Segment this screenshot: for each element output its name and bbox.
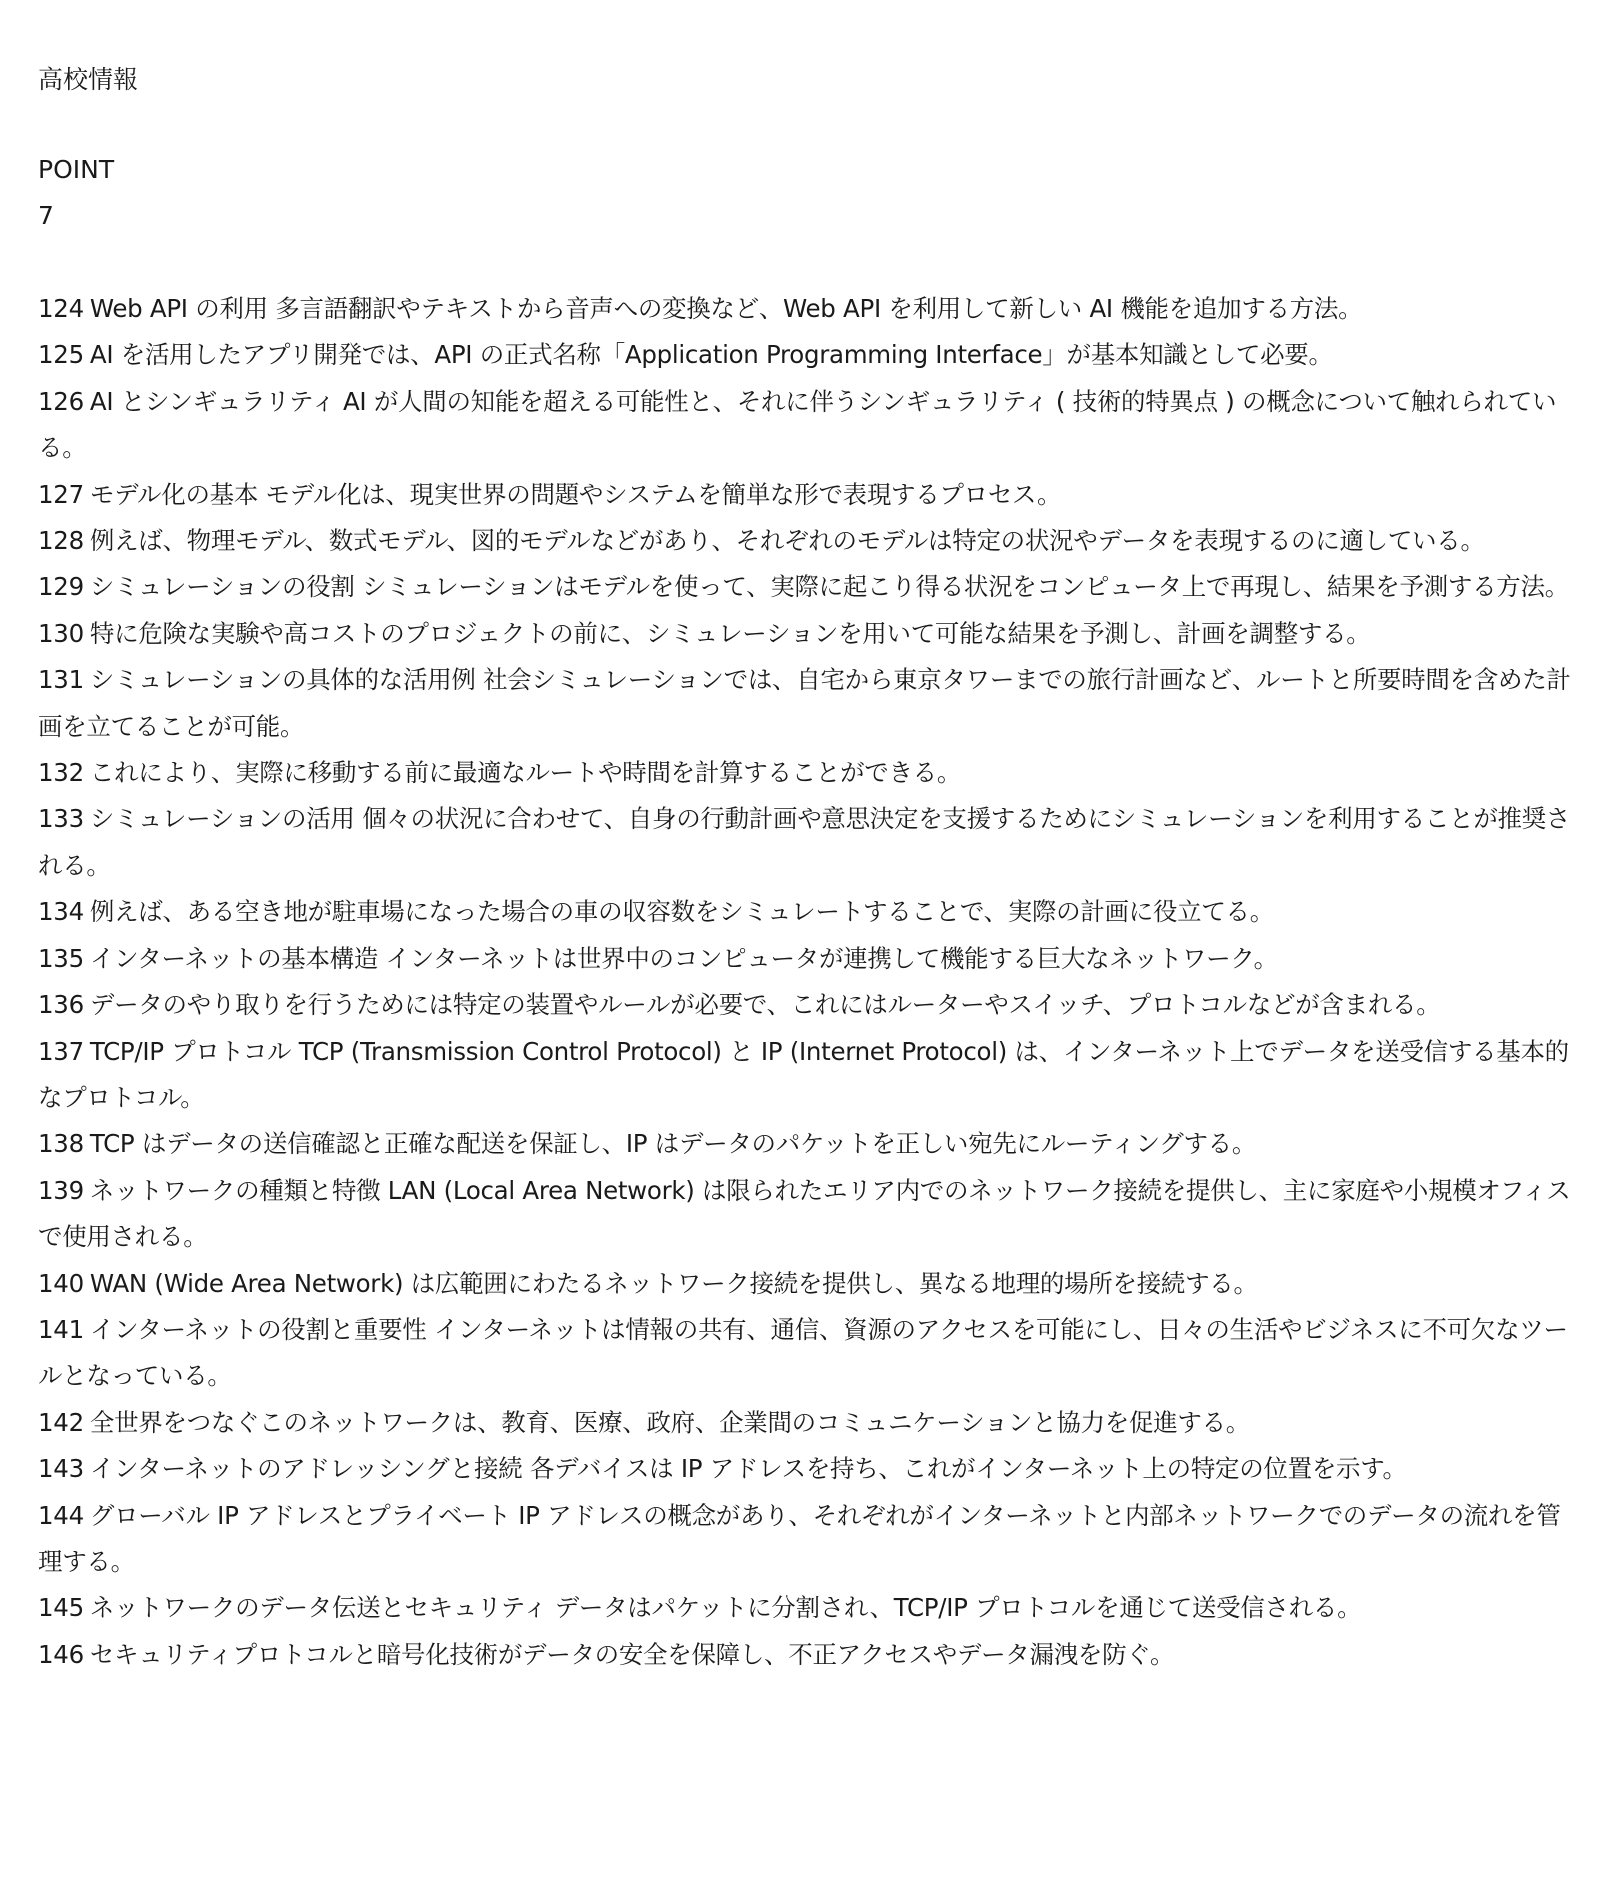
item-text: モデル化の基本 モデル化は、現実世界の問題やシステムを簡単な形で表現するプロセス。 bbox=[89, 479, 1062, 509]
item-number: 129 bbox=[38, 572, 84, 602]
item-text: インターネットの役割と重要性 インターネットは情報の共有、通信、資源のアクセスを可能にし、日々の生活やビジネスに不可欠なツールとなっている。 bbox=[38, 1314, 1568, 1391]
item-number: 125 bbox=[38, 340, 84, 370]
point-number: 7 bbox=[38, 201, 54, 230]
point-list bbox=[38, 286, 1578, 1678]
item-text: セキュリティプロトコルと暗号化技術がデータの安全を保障し、不正アクセスやデータ漏洩を防ぐ。 bbox=[89, 1639, 1175, 1669]
item-text: TCP/IP プロトコル TCP (Transmission Control Protocol) と IP (Internet Protocol) は、インターネット上でデータを送受信する基本的なプロトコル。 bbox=[38, 1036, 1569, 1112]
subject-title: 高校情報 bbox=[38, 65, 139, 94]
item-number: 139 bbox=[38, 1175, 84, 1205]
item-text: 例えば、ある空き地が駐車場になった場合の車の収容数をシミュレートすることで、実際の計画に役立てる。 bbox=[89, 897, 1274, 927]
item-number: 140 bbox=[38, 1268, 84, 1298]
item-number: 146 bbox=[38, 1639, 84, 1669]
item-text: 全世界をつなぐこのネットワークは、教育、医療、政府、企業間のコミュニケーションと協力を促進する。 bbox=[89, 1407, 1251, 1437]
item-text: AI とシンギュラリティ AI が人間の知能を超える可能性と、それに伴うシンギュラリティ ( 技術的特異点 ) の概念について触れられている。 bbox=[38, 386, 1557, 463]
item-text: AI を活用したアプリ開発では、API の正式名称「Application Programming Interface」が基本知識として必要。 bbox=[89, 340, 1333, 370]
list-item bbox=[38, 332, 1578, 378]
item-number: 133 bbox=[38, 804, 84, 834]
item-text: Web API の利用 多言語翻訳やテキストから音声への変換など、Web API を利用して新しい AI 機能を追加する方法。 bbox=[89, 294, 1363, 323]
item-number: 135 bbox=[38, 943, 84, 973]
item-text: シミュレーションの具体的な活用例 社会シミュレーションでは、自宅から東京タワーまでの旅行計画など、ルートと所要時間を含めた計画を立てることが可能。 bbox=[38, 665, 1571, 741]
item-number: 138 bbox=[38, 1129, 84, 1159]
item-text: WAN (Wide Area Network) は広範囲にわたるネットワーク接続を提供し、異なる地理的場所を接続する。 bbox=[89, 1268, 1258, 1298]
item-number: 136 bbox=[38, 990, 84, 1020]
item-number: 142 bbox=[38, 1407, 84, 1437]
list-item bbox=[38, 889, 1578, 935]
item-text: ネットワークのデータ伝送とセキュリティ データはパケットに分割され、TCP/IP プロトコルを通じて送受信される。 bbox=[89, 1593, 1362, 1623]
item-number: 124 bbox=[38, 294, 84, 323]
list-item bbox=[38, 1261, 1578, 1307]
item-number: 132 bbox=[38, 758, 84, 788]
item-text: データのやり取りを行うためには特定の装置やルールが必要で、これにはルーターやスイッチ、プロトコルなどが含まれる。 bbox=[89, 990, 1441, 1020]
list-item bbox=[38, 1446, 1578, 1492]
item-number: 127 bbox=[38, 479, 84, 509]
item-text: インターネットのアドレッシングと接続 各デバイスは IP アドレスを持ち、これがインターネット上の特定の位置を示す。 bbox=[89, 1454, 1407, 1484]
list-item bbox=[38, 611, 1578, 657]
list-item bbox=[38, 936, 1578, 982]
item-text: ネットワークの種類と特徴 LAN (Local Area Network) は限られたエリア内でのネットワーク接続を提供し、主に家庭や小規模オフィスで使用される。 bbox=[38, 1175, 1571, 1252]
item-number: 143 bbox=[38, 1454, 84, 1484]
item-number: 144 bbox=[38, 1500, 84, 1530]
list-item bbox=[38, 1307, 1578, 1400]
item-text: グローバル IP アドレスとプライベート IP アドレスの概念があり、それぞれがインターネットと内部ネットワークでのデータの流れを管理する。 bbox=[38, 1500, 1561, 1576]
item-text: TCP はデータの送信確認と正確な配送を保証し、IP はデータのパケットを正しい宛先にルーティングする。 bbox=[89, 1129, 1257, 1159]
list-item bbox=[38, 1168, 1578, 1261]
item-text: 特に危険な実験や高コストのプロジェクトの前に、シミュレーションを用いて可能な結果を予測し、計画を調整する。 bbox=[89, 618, 1371, 648]
list-item bbox=[38, 796, 1578, 889]
item-text: シミュレーションの活用 個々の状況に合わせて、自身の行動計画や意思決定を支援するためにシミュレーションを利用することが推奨される。 bbox=[38, 804, 1571, 880]
list-item bbox=[38, 1029, 1578, 1122]
item-number: 137 bbox=[38, 1036, 84, 1066]
item-number: 131 bbox=[38, 665, 84, 695]
list-item bbox=[38, 518, 1578, 564]
item-text: インターネットの基本構造 インターネットは世界中のコンピュータが連携して機能する巨大なネットワーク。 bbox=[89, 943, 1278, 973]
list-item bbox=[38, 1493, 1578, 1586]
point-label: POINT bbox=[38, 155, 115, 184]
list-item bbox=[38, 1400, 1578, 1446]
list-item bbox=[38, 750, 1578, 796]
list-item bbox=[38, 1585, 1578, 1631]
list-item bbox=[38, 379, 1578, 472]
item-number: 145 bbox=[38, 1593, 84, 1623]
list-item bbox=[38, 564, 1578, 610]
item-number: 141 bbox=[38, 1314, 84, 1344]
item-number: 126 bbox=[38, 386, 84, 416]
item-text: 例えば、物理モデル、数式モデル、図的モデルなどがあり、それぞれのモデルは特定の状況やデータを表現するのに適している。 bbox=[89, 526, 1485, 556]
list-item bbox=[38, 1121, 1578, 1167]
item-number: 128 bbox=[38, 526, 84, 556]
list-item bbox=[38, 982, 1578, 1028]
item-text: これにより、実際に移動する前に最適なルートや時間を計算することができる。 bbox=[89, 758, 962, 788]
item-number: 134 bbox=[38, 897, 84, 927]
list-item bbox=[38, 1632, 1578, 1678]
list-item bbox=[38, 657, 1578, 750]
item-text: シミュレーションの役割 シミュレーションはモデルを使って、実際に起こり得る状況をコンピュータ上で再現し、結果を予測する方法。 bbox=[89, 572, 1569, 602]
item-number: 130 bbox=[38, 618, 84, 648]
list-item bbox=[38, 472, 1578, 518]
list-item bbox=[38, 286, 1578, 332]
